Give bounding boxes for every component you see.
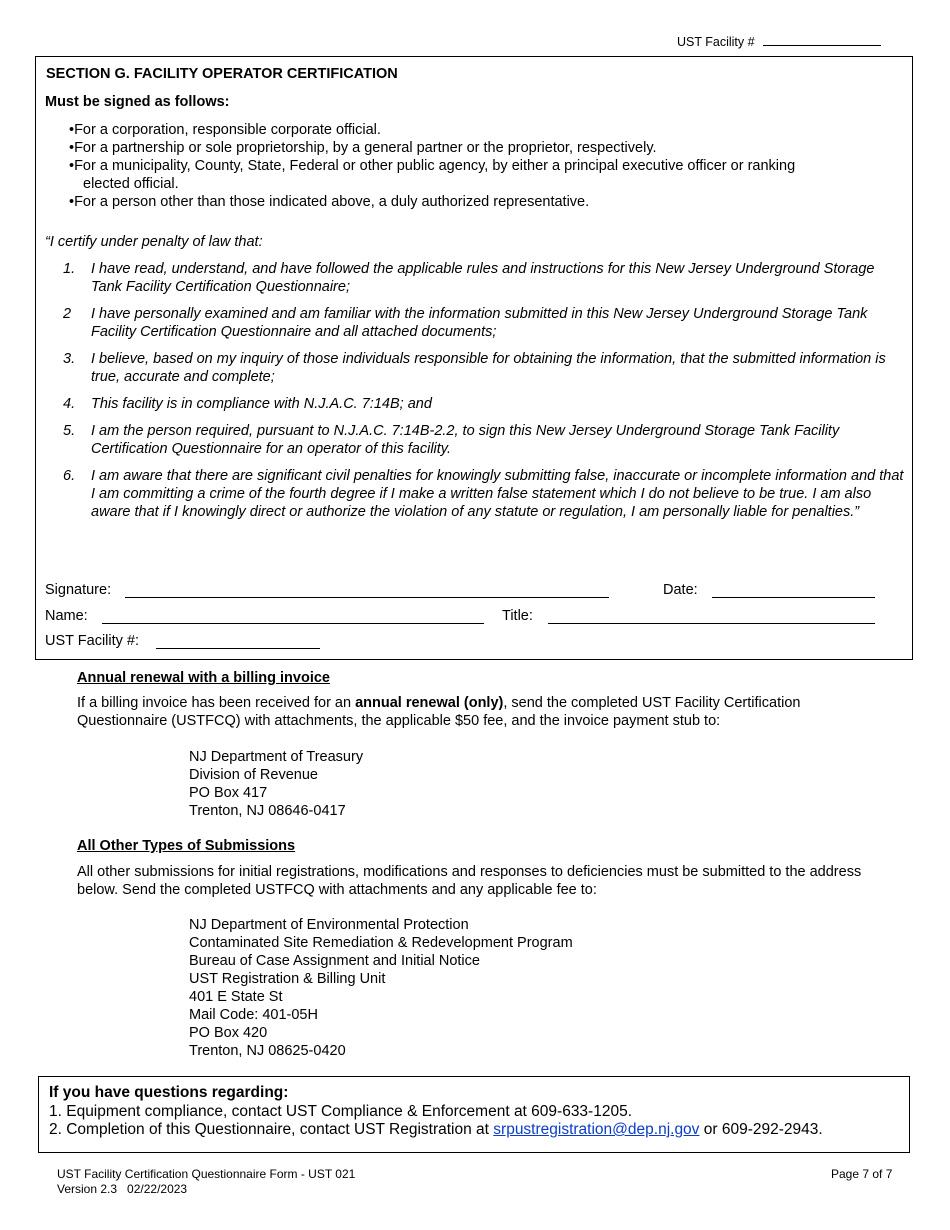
header-ust-facility-field[interactable] [763,33,881,46]
facility-number-label: UST Facility #: [45,633,140,649]
must-sign-heading: Must be signed as follows: [45,94,230,110]
bullet-corporation: •For a corporation, responsible corporate official. [69,122,381,138]
name-label: Name: [45,608,88,624]
annual-renewal-text: If a billing invoice has been received for an annual renewal (only), send the completed UST Facility Certification Questionnaire (USTFCQ) with attachments, the applicable $50 fee, and the invoice payment stub to: [77,695,801,729]
other-submissions-text: All other submissions for initial registrations, modifications and responses to deficiencies must be submitted to the address below. Send the completed USTFCQ with attachments and any applicable fee to: [77,864,862,898]
address-line: Trenton, NJ 08646-0417 [189,803,346,819]
address-line: PO Box 417 [189,785,268,801]
annual-renewal-heading: Annual renewal with a billing invoice [77,670,330,686]
signature-field[interactable] [125,597,609,598]
title-label: Title: [502,608,533,624]
facility-number-field[interactable] [156,648,320,649]
address-line: UST Registration & Billing Unit [189,971,386,987]
other-submissions-heading: All Other Types of Submissions [77,838,296,854]
date-label: Date: [663,582,698,598]
certify-intro: “I certify under penalty of law that: [45,234,263,250]
questions-line-2: 2. Completion of this Questionnaire, contact UST Registration at srpustregistration@dep.nj.gov or 609-292-2943. [49,1121,823,1138]
cert-item-2: 2 I have personally examined and am familiar with the information submitted in this New Jersey Underground Storage Tank Facility Certification Questionnaire and all attached documents; [63,306,868,340]
signature-label: Signature: [45,582,112,598]
name-field[interactable] [102,623,484,624]
footer-page-number: Page 7 of 7 [831,1167,893,1181]
cert-item-1: 1. I have read, understand, and have followed the applicable rules and instructions for this New Jersey Underground Storage Tank Facility Certification Questionnaire; [63,261,875,295]
dep-address [189,916,573,1060]
footer-version: Version 2.3 02/22/2023 [57,1182,188,1196]
bullet-municipality-cont: elected official. [83,176,179,192]
title-field[interactable] [548,623,875,624]
registration-email-link[interactable]: srpustregistration@dep.nj.gov [493,1121,700,1138]
address-line: Mail Code: 401-05H [189,1007,318,1023]
annual-renewal-bold: annual renewal (only) [355,695,504,711]
date-field[interactable] [712,597,875,598]
address-line: Trenton, NJ 08625-0420 [189,1043,346,1059]
questions-line-1: 1. Equipment compliance, contact UST Compliance & Enforcement at 609-633-1205. [49,1102,633,1120]
cert-item-6: 6. I am aware that there are significant civil penalties for knowingly submitting false, inaccurate or incomplete information and that I am committing a crime of the fourth degree if I make a written false statement which I do not believe to be true. I am also aware that if I knowingly direct or authorize the violation of any statute or regulation, I am personally liable for penalties.” [63,468,904,520]
bullet-partnership: •For a partnership or sole proprietorship, by a general partner or the proprietor, respectively. [69,140,657,156]
questions-title: If you have questions regarding: [49,1084,289,1101]
header-ust-facility-label: UST Facility # [677,35,755,49]
questions-content [49,1084,823,1140]
section-g-title: SECTION G. FACILITY OPERATOR CERTIFICATION [46,66,398,82]
address-line: 401 E State St [189,989,283,1005]
cert-item-4: 4. This facility is in compliance with N.J.A.C. 7:14B; and [63,396,432,412]
address-line: Bureau of Case Assignment and Initial Notice [189,953,480,969]
address-line: PO Box 420 [189,1025,268,1041]
footer-form-info [57,1167,355,1197]
address-line: NJ Department of Treasury [189,749,364,765]
header-ust-facility [677,33,881,51]
address-line: NJ Department of Environmental Protection [189,917,469,933]
cert-item-3: 3. I believe, based on my inquiry of those individuals responsible for obtaining the information, that the submitted information is true, accurate and complete; [63,351,886,385]
bullet-other-person: •For a person other than those indicated above, a duly authorized representative. [69,194,590,210]
address-line: Division of Revenue [189,767,318,783]
certification-list [45,260,905,530]
footer-form-name: UST Facility Certification Questionnaire Form - UST 021 [57,1167,356,1181]
address-line: Contaminated Site Remediation & Redevelopment Program [189,935,573,951]
signer-bullet-list [69,121,869,211]
bullet-municipality: •For a municipality, County, State, Federal or other public agency, by either a principal executive officer or ranking [69,158,796,174]
cert-item-5: 5. I am the person required, pursuant to N.J.A.C. 7:14B-2.2, to sign this New Jersey Underground Storage Tank Facility Certification Questionnaire for an operator of this facility. [63,423,840,457]
treasury-address [189,748,363,820]
